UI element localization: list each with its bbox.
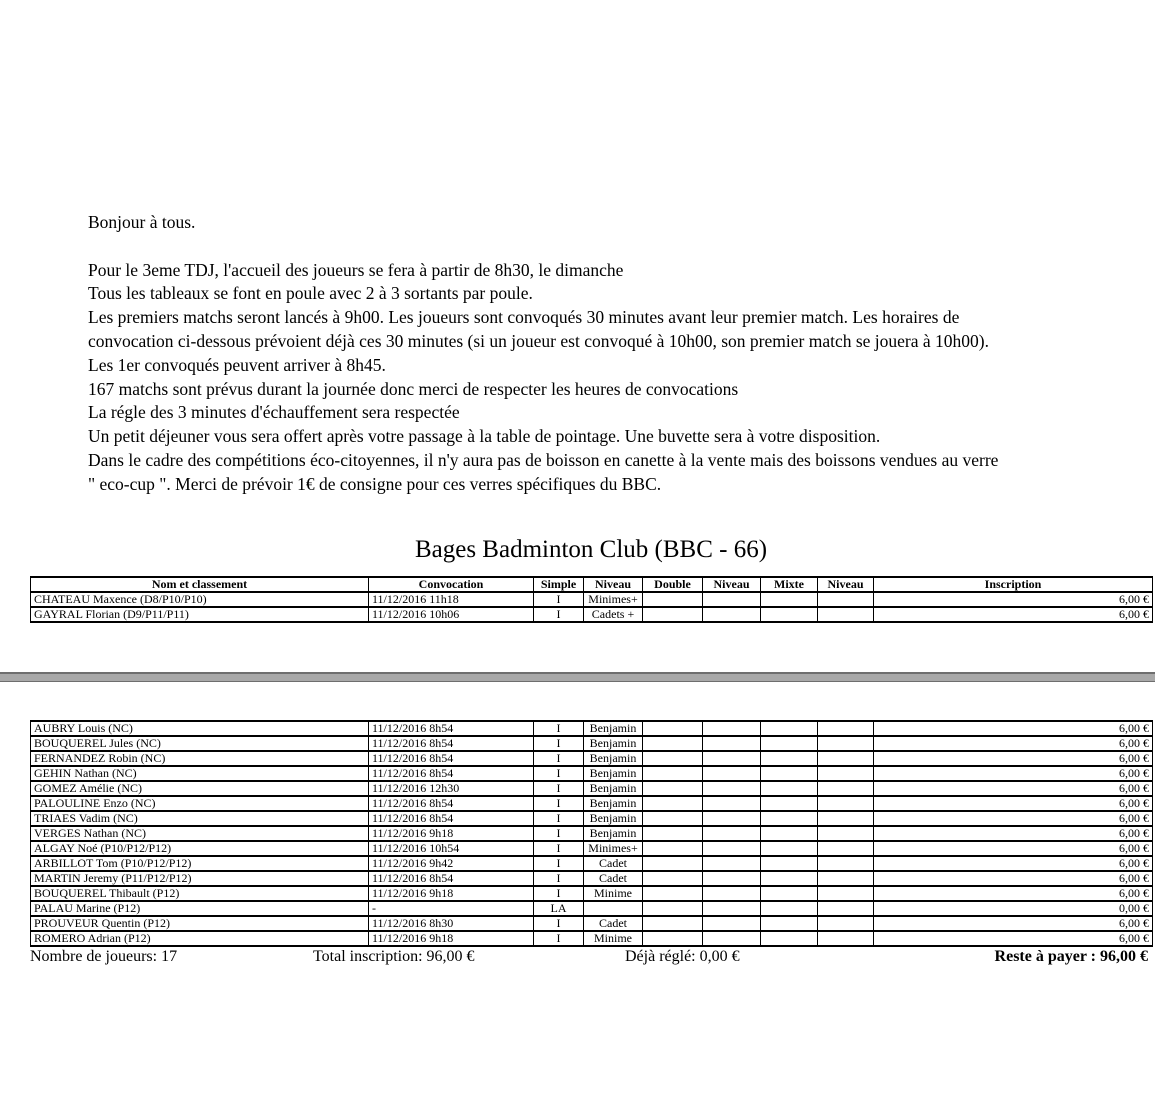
cell-convocation: 11/12/2016 10h54 — [369, 841, 534, 856]
cell-niveau-double — [703, 721, 761, 736]
cell-simple: I — [534, 811, 584, 826]
cell-double — [643, 766, 703, 781]
cell-convocation: 11/12/2016 8h54 — [369, 751, 534, 766]
cell-convocation: 11/12/2016 11h18 — [369, 592, 534, 607]
cell-niveau-simple: Minimes+ — [584, 592, 643, 607]
cell-name: GEHIN Nathan (NC) — [31, 766, 369, 781]
table-row — [31, 607, 1153, 622]
text-line: Un petit déjeuner vous sera offert après votre passage à la table de pointage. Une buvette sera à votre disposition. — [88, 426, 881, 447]
text-line: Les premiers matchs seront lancés à 9h00. Les joueurs sont convoqués 30 minutes avant leur premier match. Les horaires de — [88, 307, 960, 328]
cell-simple: I — [534, 841, 584, 856]
cell-niveau-mixte — [818, 916, 874, 931]
cell-niveau-simple: Benjamin — [584, 796, 643, 811]
table-row — [31, 931, 1153, 946]
cell-niveau-mixte — [818, 901, 874, 916]
cell-convocation: 11/12/2016 9h18 — [369, 931, 534, 946]
cell-niveau-double — [703, 751, 761, 766]
cell-convocation: 11/12/2016 8h30 — [369, 916, 534, 931]
cell-simple: I — [534, 781, 584, 796]
cell-mixte — [761, 931, 818, 946]
cell-mixte — [761, 856, 818, 871]
cell-niveau-double — [703, 607, 761, 622]
cell-niveau-mixte — [818, 826, 874, 841]
remaining-due: Reste à payer : 96,00 € — [994, 948, 1148, 965]
cell-double — [643, 736, 703, 751]
cell-inscription: 6,00 € — [874, 721, 1153, 736]
cell-name: FERNANDEZ Robin (NC) — [31, 751, 369, 766]
cell-inscription: 0,00 € — [874, 901, 1153, 916]
cell-mixte — [761, 901, 818, 916]
cell-niveau-simple: Benjamin — [584, 811, 643, 826]
cell-name: CHATEAU Maxence (D8/P10/P10) — [31, 592, 369, 607]
cell-name: PALOULINE Enzo (NC) — [31, 796, 369, 811]
cell-niveau-mixte — [818, 841, 874, 856]
column-header: Mixte — [761, 577, 818, 592]
cell-niveau-double — [703, 592, 761, 607]
cell-double — [643, 871, 703, 886]
cell-niveau-mixte — [818, 592, 874, 607]
cell-mixte — [761, 721, 818, 736]
cell-inscription: 6,00 € — [874, 751, 1153, 766]
cell-name: TRIAES Vadim (NC) — [31, 811, 369, 826]
cell-double — [643, 856, 703, 871]
cell-inscription: 6,00 € — [874, 736, 1153, 751]
cell-niveau-mixte — [818, 766, 874, 781]
column-header: Niveau — [584, 577, 643, 592]
cell-inscription: 6,00 € — [874, 607, 1153, 622]
cell-name: GAYRAL Florian (D9/P11/P11) — [31, 607, 369, 622]
cell-double — [643, 901, 703, 916]
cell-inscription: 6,00 € — [874, 841, 1153, 856]
cell-convocation: 11/12/2016 9h18 — [369, 886, 534, 901]
text-line: Dans le cadre des compétitions éco-citoyennes, il n'y aura pas de boisson en canette à la vente mais des boissons vendues au verre — [88, 449, 999, 470]
cell-simple: I — [534, 592, 584, 607]
column-header: Convocation — [369, 577, 534, 592]
cell-name: MARTIN Jeremy (P11/P12/P12) — [31, 871, 369, 886]
total-inscription: Total inscription: 96,00 € — [313, 948, 475, 965]
cell-simple: I — [534, 766, 584, 781]
cell-niveau-double — [703, 811, 761, 826]
text-line: La régle des 3 minutes d'échauffement sera respectée — [88, 402, 460, 423]
cell-simple: I — [534, 607, 584, 622]
cell-niveau-mixte — [818, 886, 874, 901]
cell-niveau-mixte — [818, 781, 874, 796]
intro-paragraph — [88, 211, 998, 497]
table-row — [31, 841, 1153, 856]
document-title: Bages Badminton Club (BBC - 66) — [414, 536, 768, 563]
cell-name: ARBILLOT Tom (P10/P12/P12) — [31, 856, 369, 871]
cell-inscription: 6,00 € — [874, 931, 1153, 946]
cell-convocation: 11/12/2016 8h54 — [369, 796, 534, 811]
cell-inscription: 6,00 € — [874, 781, 1153, 796]
players-table-page1 — [30, 576, 1153, 623]
cell-niveau-double — [703, 931, 761, 946]
cell-niveau-double — [703, 796, 761, 811]
cell-niveau-simple: Benjamin — [584, 766, 643, 781]
table-row — [31, 811, 1153, 826]
cell-simple: I — [534, 871, 584, 886]
cell-niveau-simple: Minimes+ — [584, 841, 643, 856]
table-row — [31, 766, 1153, 781]
cell-mixte — [761, 781, 818, 796]
cell-niveau-simple: Cadet — [584, 916, 643, 931]
table-row — [31, 751, 1153, 766]
cell-niveau-mixte — [818, 931, 874, 946]
cell-double — [643, 751, 703, 766]
cell-mixte — [761, 871, 818, 886]
table-row — [31, 886, 1153, 901]
cell-niveau-double — [703, 886, 761, 901]
cell-name: GOMEZ Amélie (NC) — [31, 781, 369, 796]
cell-inscription: 6,00 € — [874, 916, 1153, 931]
cell-inscription: 6,00 € — [874, 766, 1153, 781]
cell-inscription: 6,00 € — [874, 592, 1153, 607]
cell-niveau-double — [703, 736, 761, 751]
cell-simple: I — [534, 931, 584, 946]
cell-simple: I — [534, 736, 584, 751]
column-header: Inscription — [874, 577, 1153, 592]
cell-double — [643, 811, 703, 826]
cell-mixte — [761, 736, 818, 751]
column-header: Niveau — [703, 577, 761, 592]
cell-niveau-simple: Benjamin — [584, 736, 643, 751]
cell-niveau-mixte — [818, 796, 874, 811]
cell-double — [643, 796, 703, 811]
table-row — [31, 871, 1153, 886]
players-count: Nombre de joueurs: 17 — [30, 948, 178, 965]
text-line: " eco-cup ". Merci de prévoir 1€ de consigne pour ces verres spécifiques du BBC. — [88, 473, 662, 494]
cell-double — [643, 841, 703, 856]
text-line: convocation ci-dessous prévoient déjà ces 30 minutes (si un joueur est convoqué à 10h00, son premier match se jouera à 10h00). — [88, 330, 990, 351]
cell-inscription: 6,00 € — [874, 811, 1153, 826]
table-row — [31, 721, 1153, 736]
cell-name: ROMERO Adrian (P12) — [31, 931, 369, 946]
cell-convocation: 11/12/2016 10h06 — [369, 607, 534, 622]
cell-simple: I — [534, 796, 584, 811]
cell-convocation: 11/12/2016 8h54 — [369, 736, 534, 751]
cell-name: VERGES Nathan (NC) — [31, 826, 369, 841]
cell-niveau-simple — [584, 901, 643, 916]
cell-double — [643, 721, 703, 736]
cell-niveau-mixte — [818, 736, 874, 751]
cell-niveau-mixte — [818, 607, 874, 622]
cell-convocation: 11/12/2016 8h54 — [369, 721, 534, 736]
cell-mixte — [761, 592, 818, 607]
cell-simple: I — [534, 751, 584, 766]
cell-convocation: 11/12/2016 9h18 — [369, 826, 534, 841]
cell-double — [643, 592, 703, 607]
cell-inscription: 6,00 € — [874, 856, 1153, 871]
cell-niveau-simple: Cadet — [584, 871, 643, 886]
cell-name: BOUQUEREL Jules (NC) — [31, 736, 369, 751]
column-header: Simple — [534, 577, 584, 592]
cell-convocation: 11/12/2016 12h30 — [369, 781, 534, 796]
cell-convocation: 11/12/2016 9h42 — [369, 856, 534, 871]
text-line — [88, 235, 998, 259]
cell-convocation: - — [369, 901, 534, 916]
cell-inscription: 6,00 € — [874, 886, 1153, 901]
cell-niveau-mixte — [818, 811, 874, 826]
cell-niveau-simple: Minime — [584, 886, 643, 901]
cell-niveau-mixte — [818, 721, 874, 736]
cell-double — [643, 916, 703, 931]
text-line: 167 matchs sont prévus durant la journée donc merci de respecter les heures de convocations — [88, 378, 739, 399]
cell-mixte — [761, 607, 818, 622]
table-row — [31, 826, 1153, 841]
cell-inscription: 6,00 € — [874, 871, 1153, 886]
table-row — [31, 901, 1153, 916]
cell-double — [643, 607, 703, 622]
cell-mixte — [761, 841, 818, 856]
column-header: Nom et classement — [31, 577, 369, 592]
table-row — [31, 916, 1153, 931]
cell-niveau-simple: Cadet — [584, 856, 643, 871]
cell-mixte — [761, 826, 818, 841]
text-line: Les 1er convoqués peuvent arriver à 8h45. — [88, 354, 386, 375]
cell-double — [643, 826, 703, 841]
cell-niveau-simple: Minime — [584, 931, 643, 946]
cell-double — [643, 931, 703, 946]
cell-name: ALGAY Noé (P10/P12/P12) — [31, 841, 369, 856]
page-break-bar — [0, 672, 1155, 682]
cell-simple: I — [534, 856, 584, 871]
cell-mixte — [761, 751, 818, 766]
table-row — [31, 796, 1153, 811]
cell-simple: I — [534, 886, 584, 901]
column-header: Double — [643, 577, 703, 592]
cell-niveau-mixte — [818, 856, 874, 871]
cell-mixte — [761, 796, 818, 811]
cell-name: PALAU Marine (P12) — [31, 901, 369, 916]
cell-convocation: 11/12/2016 8h54 — [369, 811, 534, 826]
cell-mixte — [761, 811, 818, 826]
cell-niveau-double — [703, 856, 761, 871]
text-line: Bonjour à tous. — [88, 212, 196, 232]
cell-name: AUBRY Louis (NC) — [31, 721, 369, 736]
cell-name: PROUVEUR Quentin (P12) — [31, 916, 369, 931]
cell-niveau-double — [703, 871, 761, 886]
cell-mixte — [761, 766, 818, 781]
cell-double — [643, 886, 703, 901]
cell-convocation: 11/12/2016 8h54 — [369, 871, 534, 886]
cell-simple: LA — [534, 901, 584, 916]
cell-inscription: 6,00 € — [874, 826, 1153, 841]
cell-niveau-double — [703, 766, 761, 781]
cell-niveau-simple: Benjamin — [584, 751, 643, 766]
cell-double — [643, 781, 703, 796]
cell-niveau-simple: Benjamin — [584, 826, 643, 841]
cell-simple: I — [534, 721, 584, 736]
table-row — [31, 736, 1153, 751]
summary-bar — [30, 948, 1152, 968]
cell-mixte — [761, 886, 818, 901]
already-paid: Déjà réglé: 0,00 € — [625, 948, 740, 965]
column-header: Niveau — [818, 577, 874, 592]
players-table-page2 — [30, 720, 1153, 947]
table-row — [31, 856, 1153, 871]
cell-niveau-mixte — [818, 751, 874, 766]
cell-niveau-simple: Cadets + — [584, 607, 643, 622]
table-header-row — [31, 577, 1153, 592]
cell-niveau-double — [703, 781, 761, 796]
cell-niveau-double — [703, 826, 761, 841]
cell-niveau-double — [703, 841, 761, 856]
text-line: Pour le 3eme TDJ, l'accueil des joueurs se fera à partir de 8h30, le dimanche — [88, 259, 624, 280]
cell-mixte — [761, 916, 818, 931]
cell-niveau-simple: Benjamin — [584, 721, 643, 736]
cell-simple: I — [534, 826, 584, 841]
cell-convocation: 11/12/2016 8h54 — [369, 766, 534, 781]
cell-name: BOUQUEREL Thibault (P12) — [31, 886, 369, 901]
cell-simple: I — [534, 916, 584, 931]
table-row — [31, 781, 1153, 796]
cell-niveau-simple: Benjamin — [584, 781, 643, 796]
cell-niveau-double — [703, 901, 761, 916]
cell-niveau-mixte — [818, 871, 874, 886]
table-row — [31, 592, 1153, 607]
cell-niveau-double — [703, 916, 761, 931]
cell-inscription: 6,00 € — [874, 796, 1153, 811]
text-line: Tous les tableaux se font en poule avec 2 à 3 sortants par poule. — [88, 283, 533, 304]
